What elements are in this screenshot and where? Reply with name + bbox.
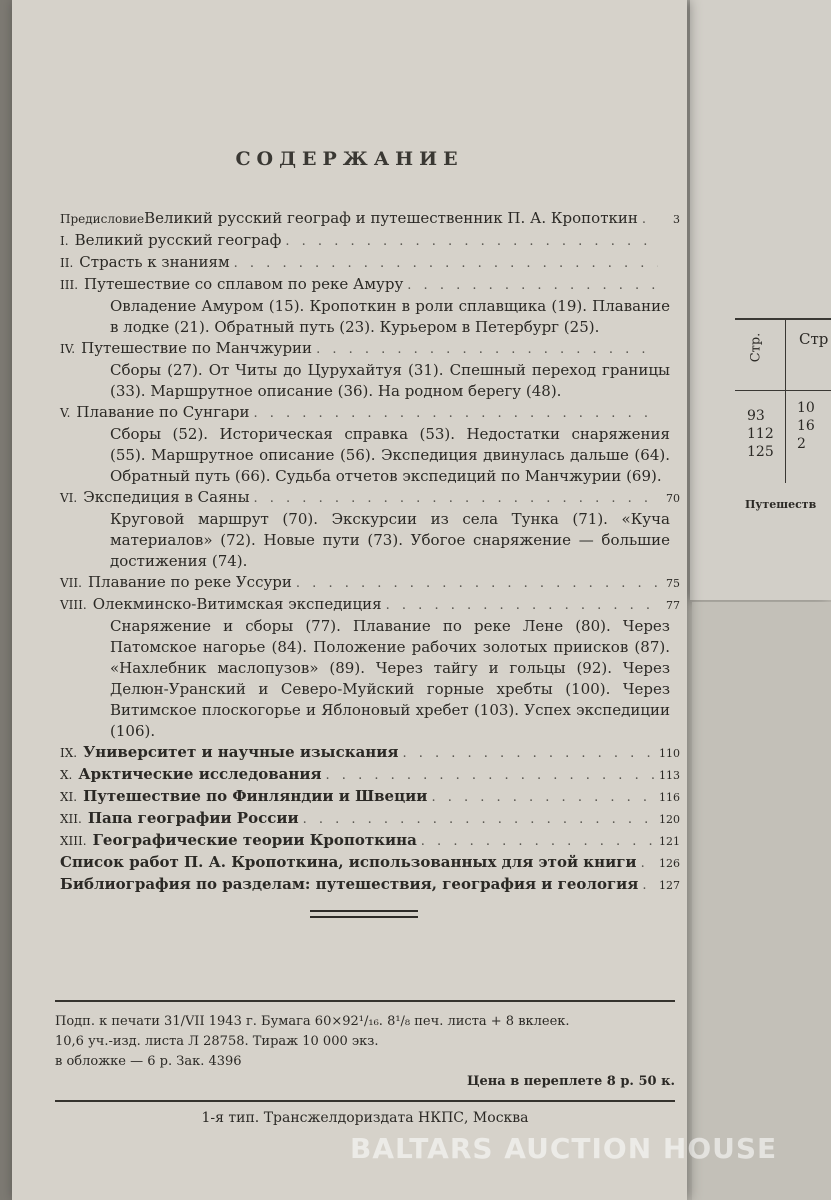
toc-number: II. bbox=[60, 256, 74, 270]
leader-dots bbox=[303, 809, 655, 830]
leader-dots bbox=[642, 875, 655, 896]
toc-number: XI. bbox=[60, 790, 78, 804]
ornament-line bbox=[310, 910, 418, 912]
toc-entry bbox=[60, 594, 680, 742]
imprint-price: Цена в переплете 8 р. 50 к. bbox=[466, 1074, 675, 1089]
imprint-line: Подп. к печати 31/VII 1943 г. Бумага 60×92¹/₁₆. 8¹/₈ печ. листа + 8 вклеек. bbox=[55, 1014, 570, 1029]
toc-line bbox=[60, 830, 680, 852]
toc-page-number: 3 bbox=[673, 213, 680, 226]
toc-title: Плавание по реке Уссури bbox=[87, 573, 292, 591]
toc-number: IV. bbox=[60, 342, 76, 356]
toc-title: Плавание по Сунгари bbox=[76, 403, 250, 421]
imprint-line: в обложке — 6 р. Зак. 4396 bbox=[55, 1054, 242, 1069]
toc-page-number: 113 bbox=[659, 769, 680, 782]
toc-page-number: 127 bbox=[659, 879, 680, 892]
toc-subentries: Сборы (27). От Читы до Цурухайтуя (31). Спешный переход границы (33). Маршрутное описание (36). На родном берегу (48). bbox=[110, 361, 670, 400]
side-table-header-2: Стр bbox=[799, 330, 829, 348]
side-table-cell: 2 bbox=[797, 436, 806, 452]
leader-dots bbox=[253, 403, 658, 424]
toc-line bbox=[60, 230, 680, 252]
leader-dots bbox=[431, 787, 655, 808]
toc-lead: Библиография по разделам: путешествия, география и геология bbox=[60, 875, 639, 893]
toc-page-number: 116 bbox=[659, 791, 680, 804]
toc-page-number: 70 bbox=[666, 492, 680, 505]
leader-dots bbox=[326, 765, 655, 786]
toc-title: Олекминско-Витимская экспедиция bbox=[92, 595, 382, 613]
toc-entry bbox=[60, 852, 680, 874]
book-page bbox=[12, 0, 687, 1200]
toc-entry bbox=[60, 808, 680, 830]
side-table-cell: 93 bbox=[747, 408, 765, 424]
toc-line bbox=[60, 852, 680, 874]
leader-dots bbox=[254, 488, 658, 509]
side-table-header-1: Стр. bbox=[748, 332, 764, 363]
toc-page-number: 126 bbox=[659, 857, 680, 870]
leader-dots bbox=[316, 339, 658, 360]
toc-entry bbox=[60, 572, 680, 594]
toc-page-number: 75 bbox=[666, 577, 680, 590]
toc-line bbox=[60, 402, 680, 424]
toc-page-number: 110 bbox=[659, 747, 680, 760]
ornament-line bbox=[310, 916, 418, 918]
toc-page-number: 121 bbox=[659, 835, 680, 848]
toc-title: Путешествие по Манчжурии bbox=[81, 339, 313, 357]
toc-number: XII. bbox=[60, 812, 82, 826]
leader-dots bbox=[402, 743, 655, 764]
toc-line bbox=[60, 808, 680, 830]
side-table-cell: 10 bbox=[797, 400, 815, 416]
toc-entry bbox=[60, 786, 680, 808]
imprint-rule-top bbox=[55, 1000, 675, 1002]
toc-number: III. bbox=[60, 278, 79, 292]
table-rule-mid bbox=[735, 390, 831, 391]
side-table bbox=[735, 300, 831, 490]
toc-lead: Предисловие bbox=[60, 212, 145, 226]
toc-subentries: Сборы (52). Историческая справка (53). Недостатки снаряжения (55). Маршрутное описание (56). Экспедиция двинулась дальше (64). Обратный путь (66). Судьба отчетов экспедиций по Манчжурии (69). bbox=[110, 425, 670, 485]
imprint bbox=[55, 1000, 675, 1128]
toc-entry bbox=[60, 230, 680, 252]
table-of-contents bbox=[60, 208, 680, 896]
toc-subentries: Снаряжение и сборы (77). Плавание по реке Лене (80). Через Патомское нагорье (84). Положение рабочих золотых приисков (87). «Нахлебник маслопузов» (89). Через тайгу и гольцы (92). Через Делюн-Уранский и Северо-Муйский горные хребты (100). Через Витимское плоскогорье и Яблоновый хребет (103). Успех экспедиции (106). bbox=[110, 617, 670, 740]
toc-title: Экспедиция в Саяны bbox=[83, 488, 250, 506]
toc-entry bbox=[60, 274, 680, 338]
toc-title: Путешествие по Финляндии и Швеции bbox=[83, 787, 428, 805]
toc-number: VII. bbox=[60, 576, 82, 590]
toc-line bbox=[60, 338, 680, 360]
toc-line bbox=[60, 874, 680, 896]
toc-entry bbox=[60, 830, 680, 852]
toc-line bbox=[60, 274, 680, 296]
leader-dots bbox=[234, 253, 658, 274]
toc-title: Арктические исследования bbox=[78, 765, 322, 783]
toc-line bbox=[60, 742, 680, 764]
leader-dots bbox=[285, 231, 658, 252]
leader-dots bbox=[421, 831, 655, 852]
toc-lead: Список работ П. А. Кропоткина, использованных для этой книги bbox=[60, 853, 637, 871]
toc-entry bbox=[60, 742, 680, 764]
side-table-cell: 112 bbox=[747, 426, 774, 442]
toc-number: VIII. bbox=[60, 598, 87, 612]
side-table-cell: 16 bbox=[797, 418, 815, 434]
toc-line bbox=[60, 594, 680, 616]
adjacent-page-lower bbox=[692, 602, 831, 1200]
toc-entry bbox=[60, 764, 680, 786]
table-column-divider bbox=[785, 318, 786, 483]
toc-title: Папа географии России bbox=[87, 809, 299, 827]
toc-entry bbox=[60, 252, 680, 274]
ornament-rule bbox=[310, 910, 418, 922]
toc-line bbox=[60, 572, 680, 594]
toc-number: X. bbox=[60, 768, 73, 782]
toc-number: I. bbox=[60, 234, 69, 248]
toc-entry bbox=[60, 402, 680, 487]
leader-dots bbox=[386, 595, 658, 616]
toc-line bbox=[60, 786, 680, 808]
leader-dots bbox=[641, 853, 655, 874]
page-title: СОДЕРЖАНИЕ bbox=[235, 148, 464, 170]
imprint-rule-bottom bbox=[55, 1100, 675, 1102]
toc-number: IX. bbox=[60, 746, 78, 760]
toc-entry bbox=[60, 338, 680, 402]
toc-subentries: Круговой маршрут (70). Экскурсии из села Тунка (71). «Куча материалов» (72). Новые пути (73). Убогое снаряжение — большие достижения (74). bbox=[110, 510, 670, 570]
leader-dots bbox=[407, 275, 658, 296]
toc-title: Страсть к знаниям bbox=[79, 253, 230, 271]
table-rule-top bbox=[735, 318, 831, 320]
toc-line bbox=[60, 487, 680, 509]
toc-number: V. bbox=[60, 406, 71, 420]
toc-entry bbox=[60, 208, 680, 230]
toc-title: Университет и научные изыскания bbox=[83, 743, 399, 761]
side-caption: Путешеств bbox=[745, 498, 817, 511]
toc-number: VI. bbox=[60, 491, 78, 505]
side-table-cell: 125 bbox=[747, 444, 774, 460]
toc-title: Великий русский географ bbox=[74, 231, 282, 249]
toc-title: Путешествие со сплавом по реке Амуру bbox=[84, 275, 404, 293]
toc-line bbox=[60, 764, 680, 786]
toc-title: Великий русский географ и путешественник П. А. Кропоткин bbox=[144, 209, 638, 227]
toc-entry bbox=[60, 874, 680, 896]
imprint-printer: 1-я тип. Трансжелдориздата НКПС, Москва bbox=[201, 1110, 529, 1126]
imprint-line: 10,6 уч.-изд. листа Л 28758. Тираж 10 000 экз. bbox=[55, 1034, 379, 1049]
toc-line bbox=[60, 208, 680, 230]
toc-entry bbox=[60, 487, 680, 572]
toc-number: XIII. bbox=[60, 834, 87, 848]
toc-title: Географические теории Кропоткина bbox=[92, 831, 417, 849]
toc-line bbox=[60, 252, 680, 274]
toc-page-number: 120 bbox=[659, 813, 680, 826]
toc-subentries: Овладение Амуром (15). Кропоткин в роли сплавщика (19). Плавание в лодке (21). Обратный путь (23). Курьером в Петербург (25). bbox=[110, 297, 670, 336]
leader-dots bbox=[642, 209, 658, 230]
leader-dots bbox=[296, 573, 658, 594]
toc-page-number: 77 bbox=[666, 599, 680, 612]
watermark-logo: BALTARS AUCTION HOUSE bbox=[350, 1132, 778, 1165]
